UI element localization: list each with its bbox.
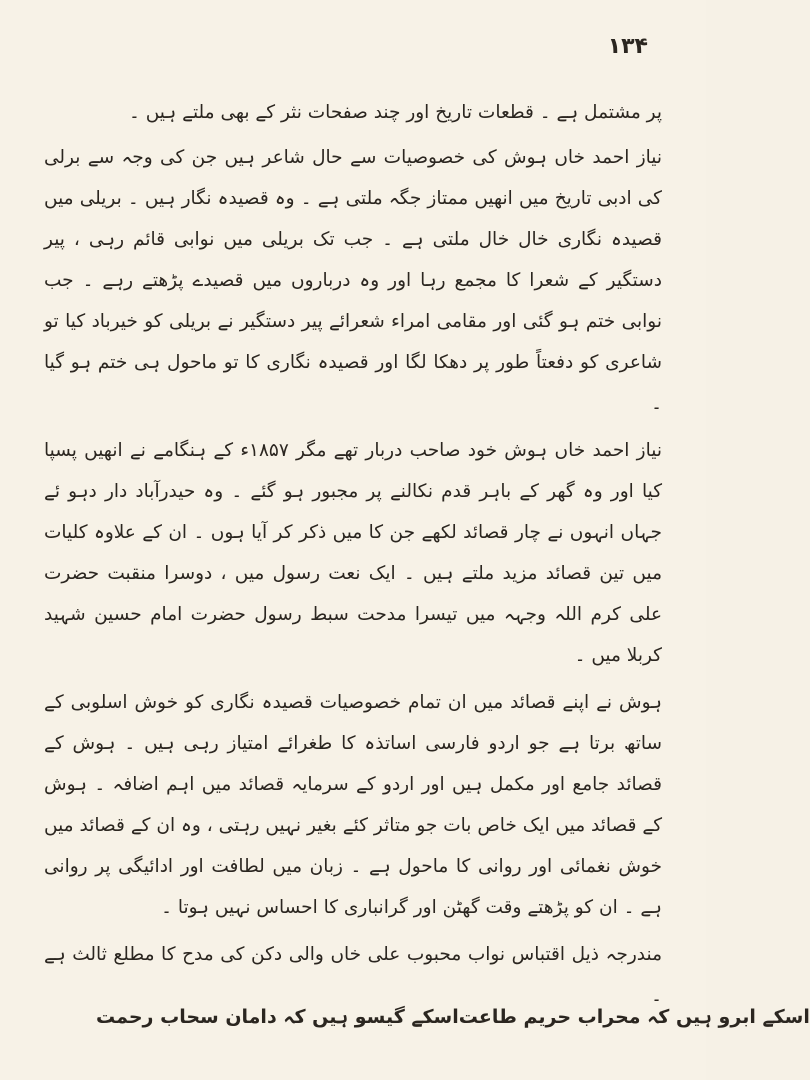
paragraph-5: مندرجہ ذیل اقتباس نواب محبوب علی خاں والی دکن کی مدح کا مطلع ثالث ہے ۔ [44, 944, 662, 1006]
paragraph-4: ہوش نے اپنے قصائد میں ان تمام خصوصیات قصیدہ نگاری کو خوش اسلوبی کے ساتھ برتا ہے جو اردو فارسی اساتذہ کا طغرائے امتیاز رہی ہیں ۔ ہوش کے قصائد جامع اور مکمل ہیں اور اردو کے سرمایہ قصائد میں اہم اضافہ ۔ ہوش کے قصائد میں ایک خاص بات جو متاثر کئے بغیر نہیں رہتی ، وہ ان کے قصائد میں خوش نغمائی اور روانی کا ماحول ہے ۔ زبان میں لطافت اور ادائیگی پر روانی ہے ۔ ان کو پڑھتے وقت گھٹن اور گرانباری کا احساس نہیں ہوتا ۔ [44, 692, 662, 918]
verse-couplet [96, 1006, 810, 1028]
paragraph-3: نیاز احمد خاں ہوش خود صاحب دربار تھے مگر ۱۸۵۷ء کے ہنگامے نے انھیں پسپا کیا اور وہ گھر کے باہر قدم نکالنے پر مجبور ہو گئے ۔ وہ حیدرآباد دار دہو ئے جہاں انہوں نے چار قصائد لکھے جن کا میں ذکر کر آیا ہوں ۔ ان کے علاوہ کلیات میں تین قصائد مزید ملتے ہیں ۔ ایک نعت رسول میں ، دوسرا منقبت حضرت علی کرم اللہ وجہہ میں تیسرا مدحت سبط رسول حضرت امام حسین شہید کربلا میں ۔ [44, 440, 662, 666]
page-number: ۱۳۴ [607, 34, 648, 59]
verse-second-half: اسکے ابرو ہیں کہ محراب حریم طاعت [458, 1006, 810, 1028]
paragraph-2: نیاز احمد خاں ہوش کی خصوصیات سے حال شاعر ہیں جن کی وجہ سے برلی کی ادبی تاریخ میں انھیں ممتاز جگہ ملتی ہے ۔ وہ قصیدہ نگار ہیں ۔ بریلی میں قصیدہ نگاری خال خال ملتی ہے ۔ جب تک بریلی میں نوابی قائم رہی ، پیر دستگیر کے شعرا کا مجمع رہا اور وہ درباروں میں قصیدے پڑھتے رہے ۔ جب نوابی ختم ہو گئی اور مقامی امراء شعرائے پیر دستگیر نے بریلی کو خیرباد کیا تو شاعری کو دفعتاً طور پر دھکا لگا اور قصیدہ نگاری کا تو ماحول ہی ختم ہو گیا ۔ [44, 147, 662, 414]
verse-first-half: اسکے گیسو ہیں کہ دامان سحاب رحمت [96, 1006, 459, 1028]
body-text [44, 92, 662, 1022]
paragraph-1: پر مشتمل ہے ۔ قطعات تاریخ اور چند صفحات نثر کے بھی ملتے ہیں ۔ [129, 102, 662, 123]
